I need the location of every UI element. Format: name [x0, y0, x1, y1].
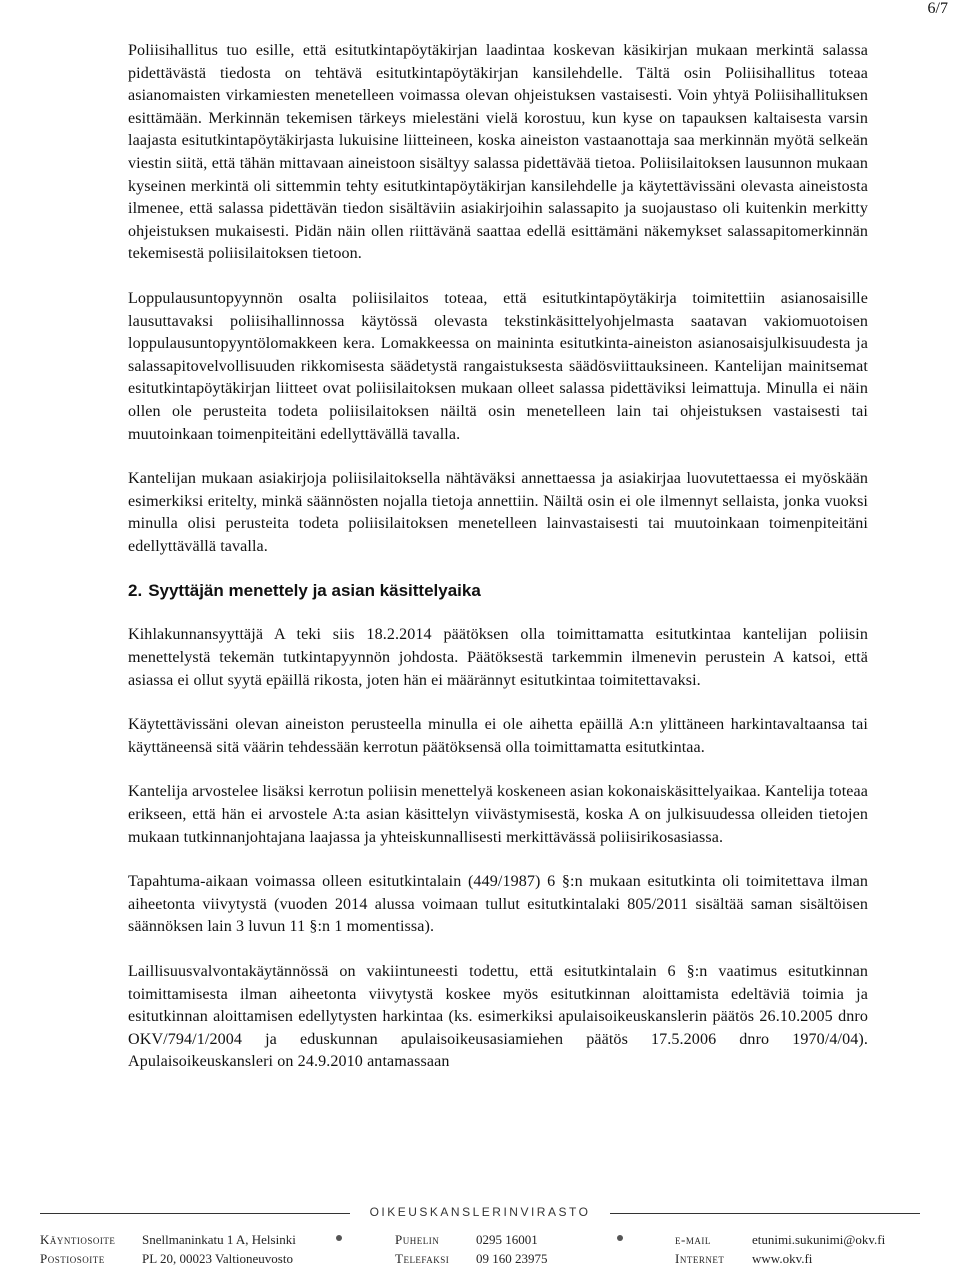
section-title: Syyttäjän menettely ja asian käsittelyaika [148, 581, 481, 601]
postal-address-label: Postiosoite [40, 1251, 105, 1266]
footer-row-visit [0, 1232, 960, 1252]
postal-address: PL 20, 00023 Valtioneuvosto [142, 1251, 293, 1266]
paragraph: Poliisihallitus tuo esille, että esitutkintapöytäkirjan laadintaa koskevan käsikirjan mukaan merkintä salassa pidettävästä tiedosta on tehtävä esitutkintapöytäkirjan kansilehdelle. Tältä osin Poliisihallitus toteaa asianomaisten virkamiesten menetelleen voimassa olevan ohjeistuksen vastaisesti. Voin yhtyä Poliisihallituksen esittämään. Merkinnän tekemisen tärkeys mielestäni vielä korostuu, kun kyse on tapauksen kaltaisesta varsin laajasta esitutkintapöytäkirjasta lukuisine liitteineen, koska aineiston vastaanottaja saa merkinnän myötä selkeän viestin siitä, että tähän mittavaan aineistoon sisältyy salassa pidettävää tietoa. Poliisilaitoksen lausunnon mukaan kyseinen merkintä oli sittemmin tehty esitutkintapöytäkirjan kansilehdelle ja käytettävissäni olevasta aineistosta ilmenee, että salassa pidettävän tiedon sisältäviin asiakirjoihin salassapito ja suojaustaso oli kuitenkin merkitty ohjeistuksen mukaisesti. Pidän näin ollen riittävänä saattaa edellä esittämäni näkemykset salassapitomerkinnän tekemisestä poliisilaitoksen tietoon. [128, 42, 868, 263]
fax-number: 09 160 23975 [476, 1251, 548, 1266]
fax-label: Telefaksi [395, 1251, 450, 1266]
bullet-dot-icon [617, 1235, 623, 1241]
paragraph: Kantelija arvostelee lisäksi kerrotun poliisin menettelyä koskeneen asian kokonaiskäsittelyaikaa. Kantelija toteaa erikseen, että hän ei arvostele A:ta asian käsittelyn viivästymisestä, koska A on julkisuudessa olleiden tietojen mukaan tutkinnanjohtajana laajassa ja yhteiskunnallisesti merkittävässä poliisirikosasiassa. [128, 783, 868, 846]
footer-row-post [0, 1251, 960, 1271]
web-label: Internet [675, 1251, 725, 1266]
section-number: 2. [128, 581, 143, 601]
footer-brand: OIKEUSKANSLERINVIRASTO [369, 1205, 591, 1219]
page-number: 6/7 [927, 0, 948, 17]
paragraph: Loppulausuntopyynnön osalta poliisilaitos toteaa, että esitutkintapöytäkirja toimitettiin asianosaisille lausuttavaksi poliisihallinnossa käytössä olevasta tekstinkäsittelyohjelmasta saatavan vakiomuotoisen loppulausuntopyyntölomakkeen kera. Lomakkeessa on maininta esitutkinta-aineiston asianosaisjulkisuudesta ja salassapitovelvollisuuden rikkomisesta säädetystä rangaistuksesta säädösviittauksineen. Kantelijan mainitsemat esitutkintapöytäkirjan liitteet ovat poliisilaitoksen mukaan olleet salassa pidettäviksi leimattuja. Minulla ei näin ollen ole perusteita todeta poliisilaitoksen näiltä osin menetelleen lain tai ohjeistuksen vastaisesti tai muutoinkaan toimenpiteitäni edellyttävällä tavalla. [128, 289, 868, 443]
footer-rule-left [40, 1213, 350, 1214]
paragraph: Tapahtuma-aikaan voimassa olleen esitutkintalain (449/1987) 6 §:n mukaan esitutkinta oli toimitettava ilman aiheetonta viivytystä (vuoden 2014 alussa voimaan tullut esitutkintalaki 805/2011 sisältää saman sisältöisen säännöksen lain 3 luvun 11 §:n 1 momentissa). [128, 873, 868, 936]
footer-divider [0, 1202, 960, 1226]
phone-number: 0295 16001 [476, 1232, 538, 1247]
visit-address-label: Käyntiosoite [40, 1232, 116, 1247]
footer-rule-right [610, 1213, 920, 1214]
phone-label: Puhelin [395, 1232, 440, 1247]
email-label: e-mail [675, 1232, 711, 1247]
document-body [128, 40, 868, 1074]
section-heading [128, 580, 868, 602]
paragraph: Kihlakunnansyyttäjä A teki siis 18.2.2014 päätöksen olla toimittamatta esitutkintaa kantelijan poliisin menettelystä tekemän tutkintapyynnön johdosta. Päätöksestä tarkemmin ilmenevin perustein A katsoi, että asiassa ei ollut syytä epäillä rikosta, joten hän ei määrännyt esitutkintaa toimitettavaksi. [128, 626, 868, 689]
paragraph: Kantelijan mukaan asiakirjoja poliisilaitoksella nähtäväksi annettaessa ja asiakirjaa luovutettaessa ei myöskään esimerkiksi eritelty, minkä säännösten nojalla tietoja annettiin. Näiltä osin ei ole ilmennyt sellaista, jonka vuoksi minulla olisi perusteita todeta poliisilaitoksen menetelleen lainvastaisesti tai muutoinkaan toimenpiteitäni edellyttävällä tavalla. [128, 470, 868, 555]
visit-address: Snellmaninkatu 1 A, Helsinki [142, 1232, 296, 1247]
paragraph: Laillisuusvalvontakäytännössä on vakiintuneesti todettu, että esitutkintalain 6 §:n vaatimus esitutkinnan toimittamisesta ilman aiheetonta viivytystä koskee myös esitutkinnan aloittamista edeltäviä toimia ja esitutkinnan aloittamisen edellytysten harkintaa (ks. esimerkiksi apulaisoikeuskanslerin päätös 26.10.2005 dnro OKV/794/1/2004 ja eduskunnan apulaisoikeusasiamiehen päätös 17.5.2006 dnro 1970/4/04). Apulaisoikeuskansleri on 24.9.2010 antamassaan [128, 963, 868, 1071]
paragraph: Käytettävissäni olevan aineiston perusteella minulla ei ole aihetta epäillä A:n ylittäneen harkintavaltaansa tai käyttäneensä sitä väärin tehdessään kerrotun päätöksensä olla toimittamatta esitutkintaa. [128, 716, 868, 756]
bullet-dot-icon [336, 1235, 342, 1241]
website: www.okv.fi [752, 1251, 813, 1266]
email-address: etunimi.sukunimi@okv.fi [752, 1232, 886, 1247]
